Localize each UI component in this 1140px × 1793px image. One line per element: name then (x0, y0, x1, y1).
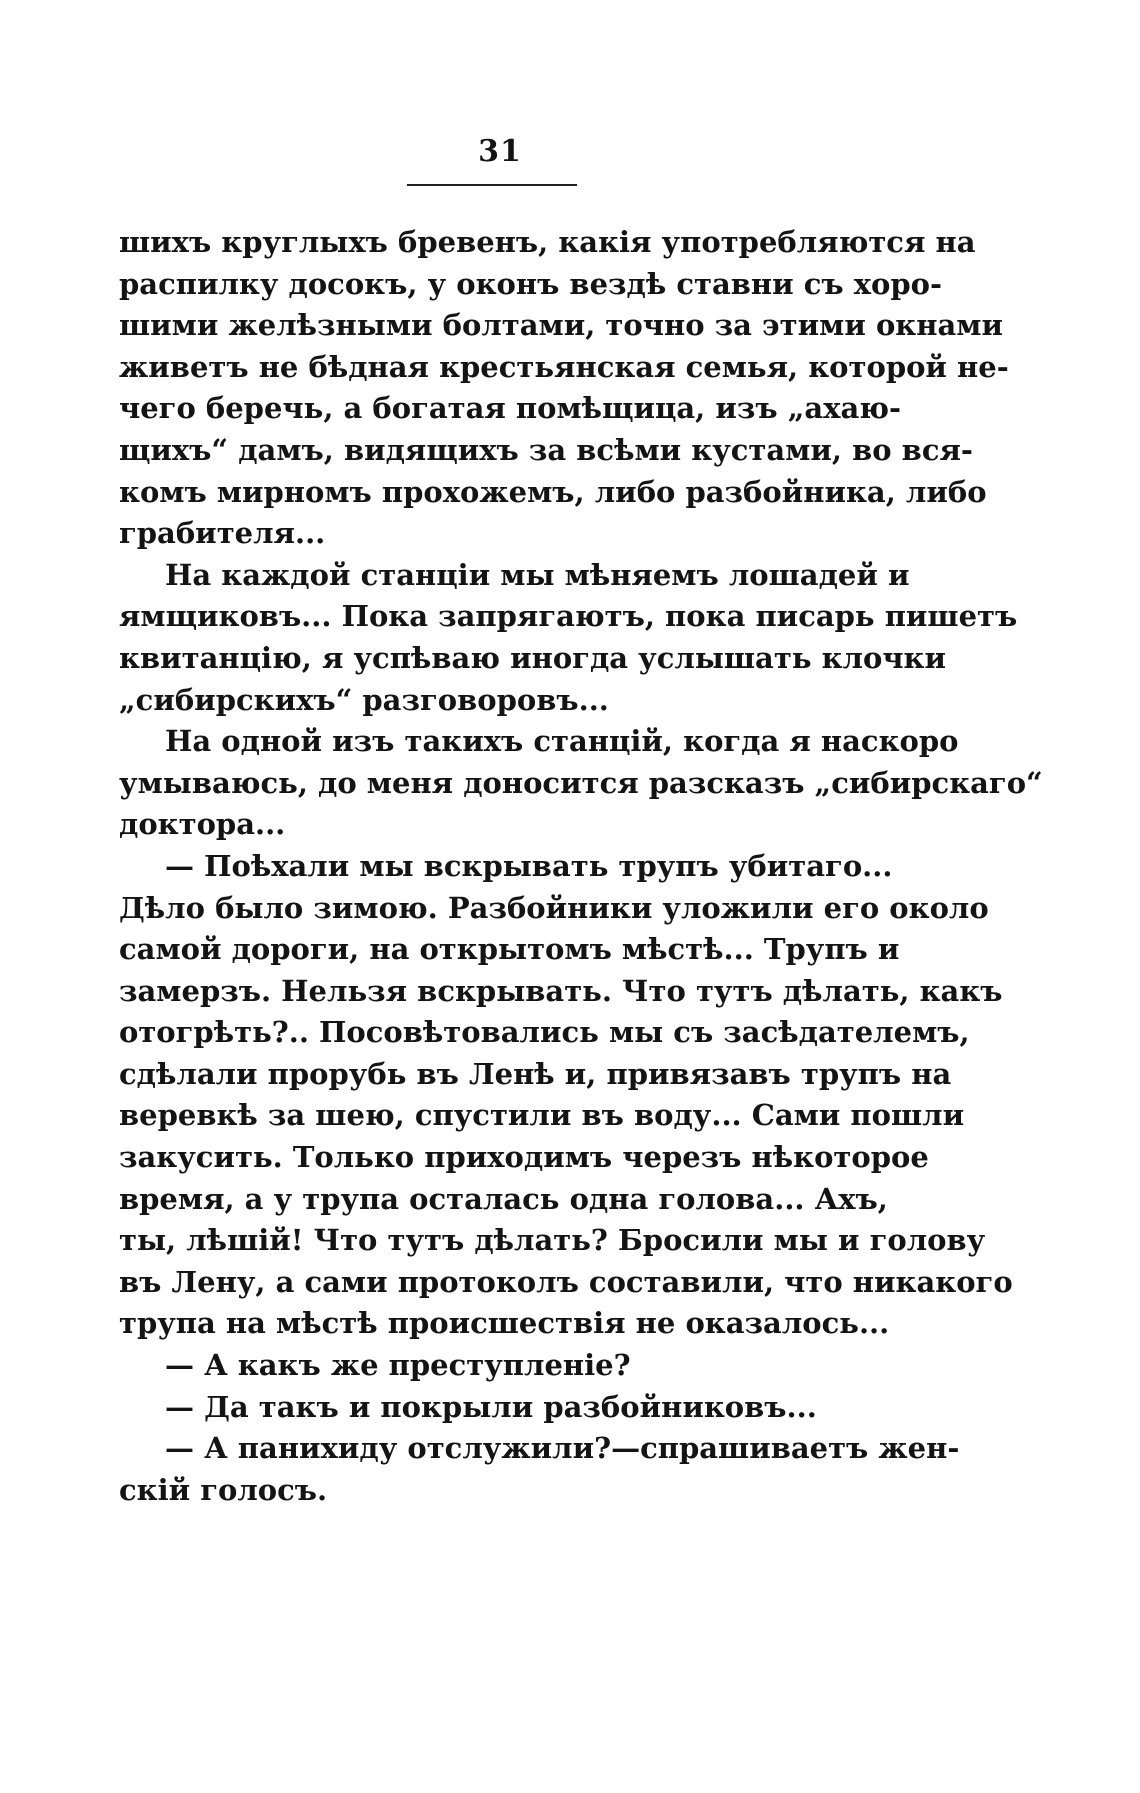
text-line: На одной изъ такихъ станцій, когда я наскоро (165, 724, 959, 759)
text-line: умываюсь, до меня доносится разсказъ „сибирскаго“ (119, 765, 1043, 800)
text-line: шими желѣзными болтами, точно за этими окнами (119, 308, 1003, 343)
text-line: веревкѣ за шею, спустили въ воду... Сами пошли (119, 1098, 965, 1133)
text-line: — Да такъ и покрыли разбойниковъ... (165, 1389, 817, 1424)
text-line: квитанцію, я успѣваю иногда услышать клочки (119, 640, 947, 675)
text-line: скій голосъ. (119, 1472, 328, 1507)
text-line: отогрѣть?.. Посовѣтовались мы съ засѣдателемъ, (119, 1015, 970, 1050)
text-line: грабителя... (119, 516, 326, 551)
body-text (119, 222, 1043, 1511)
text-line: закусить. Только приходимъ черезъ нѣкоторое (119, 1140, 929, 1175)
text-line: живетъ не бѣдная крестьянская семья, которой не- (119, 349, 1009, 384)
text-line: — Поѣхали мы вскрывать трупъ убитаго... (165, 848, 893, 883)
text-line: время, а у трупа осталась одна голова... Ахъ, (119, 1181, 888, 1216)
text-line: На каждой станціи мы мѣняемъ лошадей и (165, 557, 910, 592)
text-line: трупа на мѣстѣ происшествія не оказалось... (119, 1306, 890, 1341)
text-line: въ Лену, а сами протоколъ составили, что никакого (119, 1264, 1013, 1299)
text-line: „сибирскихъ“ разговоровъ... (119, 682, 609, 717)
text-line: — А панихиду отслужили?—спрашиваетъ жен- (165, 1431, 960, 1466)
page-number: 31 (478, 134, 522, 169)
text-line: чего беречь, а богатая помѣщица, изъ „ахаю- (119, 391, 902, 426)
text-line: замерзъ. Нельзя вскрывать. Что тутъ дѣлать, какъ (119, 973, 1003, 1008)
text-line: — А какъ же преступленіе? (165, 1348, 631, 1383)
text-line: сдѣлали прорубь въ Ленѣ и, привязавъ трупъ на (119, 1056, 952, 1091)
text-line: Дѣло было зимою. Разбойники уложили его около (119, 890, 989, 925)
text-line: распилку досокъ, у оконъ вездѣ ставни съ хоро- (119, 266, 943, 301)
text-line: доктора... (119, 807, 286, 842)
page-header (0, 134, 1000, 169)
text-line: комъ мирномъ прохожемъ, либо разбойника, либо (119, 474, 987, 509)
text-line: ты, лѣшій! Что тутъ дѣлать? Бросили мы и голову (119, 1223, 986, 1258)
text-line: шихъ круглыхъ бревенъ, какія употребляются на (119, 225, 976, 259)
text-line: щихъ“ дамъ, видящихъ за всѣми кустами, во вся- (119, 432, 973, 467)
text-line: ямщиковъ... Пока запрягаютъ, пока писарь пишетъ (119, 599, 1018, 634)
text-line: самой дороги, на открытомъ мѣстѣ... Трупъ и (119, 932, 900, 967)
header-rule (407, 184, 577, 186)
